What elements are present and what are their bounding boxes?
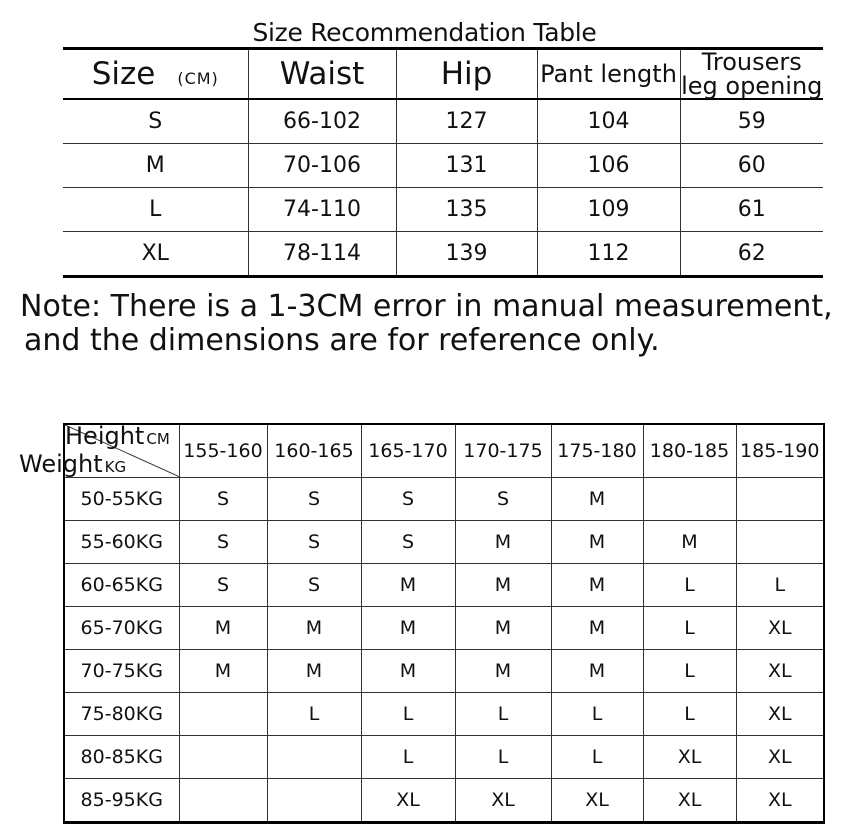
weight-row xyxy=(64,693,824,736)
size-cell-leg-opening: 62 xyxy=(680,232,823,277)
size-row xyxy=(63,232,823,277)
size-recommendation-cell xyxy=(179,736,267,779)
corner-weight-label xyxy=(19,450,126,478)
size-cell-hip: 139 xyxy=(396,232,537,277)
height-label: Height xyxy=(65,422,145,450)
size-cell-waist: 70-106 xyxy=(248,144,396,188)
size-recommendation-cell: L xyxy=(455,693,551,736)
weight-row xyxy=(64,478,824,521)
height-range-header: 170-175 xyxy=(455,424,551,478)
weight-range-label: 80-85KG xyxy=(64,736,179,779)
size-cell-size: S xyxy=(63,99,248,144)
size-recommendation-cell: M xyxy=(455,564,551,607)
note-line-2: and the dimensions are for reference only. xyxy=(24,323,660,358)
size-recommendation-cell: XL xyxy=(643,736,736,779)
height-range-header: 185-190 xyxy=(736,424,824,478)
size-recommendation-cell: L xyxy=(551,736,643,779)
size-recommendation-cell: S xyxy=(267,478,361,521)
size-recommendation-cell xyxy=(736,478,824,521)
size-row xyxy=(63,188,823,232)
size-row xyxy=(63,144,823,188)
chart-header xyxy=(64,424,824,478)
height-range-header: 175-180 xyxy=(551,424,643,478)
size-recommendation-cell: L xyxy=(643,693,736,736)
size-recommendation-cell: M xyxy=(551,650,643,693)
height-range-header: 180-185 xyxy=(643,424,736,478)
size-recommendation-cell: M xyxy=(361,564,455,607)
size-recommendation-cell: L xyxy=(643,650,736,693)
size-recommendation-cell: M xyxy=(361,650,455,693)
size-recommendation-cell: L xyxy=(455,736,551,779)
size-recommendation-cell xyxy=(267,779,361,823)
size-recommendation-cell: M xyxy=(267,650,361,693)
size-table xyxy=(63,47,823,278)
size-recommendation-cell: L xyxy=(736,564,824,607)
size-recommendation-cell: XL xyxy=(455,779,551,823)
size-recommendation-cell: L xyxy=(361,693,455,736)
size-cell-hip: 131 xyxy=(396,144,537,188)
weight-range-label: 60-65KG xyxy=(64,564,179,607)
size-recommendation-cell: M xyxy=(551,564,643,607)
size-recommendation-cell: S xyxy=(361,521,455,564)
weight-row xyxy=(64,650,824,693)
size-cell-leg-opening: 60 xyxy=(680,144,823,188)
weight-row xyxy=(64,736,824,779)
size-recommendation-cell: M xyxy=(551,521,643,564)
size-recommendation-cell: L xyxy=(643,564,736,607)
size-row xyxy=(63,99,823,144)
size-cell-size: L xyxy=(63,188,248,232)
size-recommendation-cell: XL xyxy=(736,736,824,779)
header-size xyxy=(63,49,248,100)
weight-row xyxy=(64,779,824,823)
header-hip: Hip xyxy=(396,49,537,100)
weight-range-label: 75-80KG xyxy=(64,693,179,736)
size-recommendation-cell: S xyxy=(267,521,361,564)
size-recommendation-cell: M xyxy=(551,478,643,521)
size-recommendation-cell: XL xyxy=(643,779,736,823)
size-recommendation-cell: M xyxy=(179,650,267,693)
weight-range-label: 85-95KG xyxy=(64,779,179,823)
size-cell-pant-length: 106 xyxy=(537,144,680,188)
size-recommendation-cell: L xyxy=(267,693,361,736)
size-recommendation-cell: M xyxy=(551,607,643,650)
weight-row xyxy=(64,564,824,607)
size-recommendation-cell: M xyxy=(455,607,551,650)
size-recommendation-cell: M xyxy=(179,607,267,650)
height-range-header: 165-170 xyxy=(361,424,455,478)
size-cell-waist: 66-102 xyxy=(248,99,396,144)
size-cell-size: M xyxy=(63,144,248,188)
header-size-unit: (CM) xyxy=(177,69,219,88)
size-recommendation-cell: XL xyxy=(736,650,824,693)
size-recommendation-cell: XL xyxy=(361,779,455,823)
size-recommendation-cell: XL xyxy=(551,779,643,823)
measurement-note xyxy=(20,290,833,358)
size-cell-leg-opening: 59 xyxy=(680,99,823,144)
weight-range-label: 55-60KG xyxy=(64,521,179,564)
size-cell-waist: 78-114 xyxy=(248,232,396,277)
size-recommendation-cell: XL xyxy=(736,693,824,736)
size-cell-hip: 135 xyxy=(396,188,537,232)
size-cell-pant-length: 109 xyxy=(537,188,680,232)
weight-range-label: 70-75KG xyxy=(64,650,179,693)
size-recommendation-cell: M xyxy=(455,521,551,564)
weight-row xyxy=(64,521,824,564)
size-cell-hip: 127 xyxy=(396,99,537,144)
size-table-header xyxy=(63,49,823,100)
size-recommendation-cell: L xyxy=(361,736,455,779)
size-recommendation-cell: XL xyxy=(736,779,824,823)
corner-height-label xyxy=(65,422,170,450)
note-line-1: Note: There is a 1-3CM error in manual measurement, xyxy=(20,289,833,324)
size-recommendation-cell: M xyxy=(361,607,455,650)
size-recommendation-cell: XL xyxy=(736,607,824,650)
weight-range-label: 50-55KG xyxy=(64,478,179,521)
size-cell-size: XL xyxy=(63,232,248,277)
chart-corner-cell xyxy=(19,422,179,478)
size-recommendation-cell: S xyxy=(179,564,267,607)
size-recommendation-cell xyxy=(643,478,736,521)
height-unit: CM xyxy=(146,430,170,448)
size-recommendation-cell: M xyxy=(643,521,736,564)
size-recommendation-cell: S xyxy=(455,478,551,521)
height-weight-chart xyxy=(19,422,825,824)
size-recommendation-cell: M xyxy=(267,607,361,650)
height-range-header: 160-165 xyxy=(267,424,361,478)
size-recommendation-cell xyxy=(179,779,267,823)
size-recommendation-cell: S xyxy=(361,478,455,521)
size-recommendation-cell: S xyxy=(179,521,267,564)
header-waist: Waist xyxy=(248,49,396,100)
weight-unit: KG xyxy=(104,458,127,476)
header-size-label: Size xyxy=(91,56,156,92)
size-recommendation-cell: S xyxy=(267,564,361,607)
header-leg-opening: Trousers leg opening xyxy=(681,48,823,100)
weight-row xyxy=(64,607,824,650)
size-recommendation-cell: M xyxy=(455,650,551,693)
size-recommendation-cell: L xyxy=(551,693,643,736)
weight-label: Weight xyxy=(19,450,103,478)
size-cell-leg-opening: 61 xyxy=(680,188,823,232)
size-recommendation-cell: S xyxy=(179,478,267,521)
header-pant-length: Pant length xyxy=(537,49,680,100)
weight-range-label: 65-70KG xyxy=(64,607,179,650)
size-recommendation-cell xyxy=(179,693,267,736)
size-recommendation-cell xyxy=(267,736,361,779)
height-range-header: 155-160 xyxy=(179,424,267,478)
size-cell-pant-length: 112 xyxy=(537,232,680,277)
size-recommendation-cell xyxy=(736,521,824,564)
size-cell-pant-length: 104 xyxy=(537,99,680,144)
size-cell-waist: 74-110 xyxy=(248,188,396,232)
size-recommendation-cell: L xyxy=(643,607,736,650)
table-title: Size Recommendation Table xyxy=(252,18,597,47)
